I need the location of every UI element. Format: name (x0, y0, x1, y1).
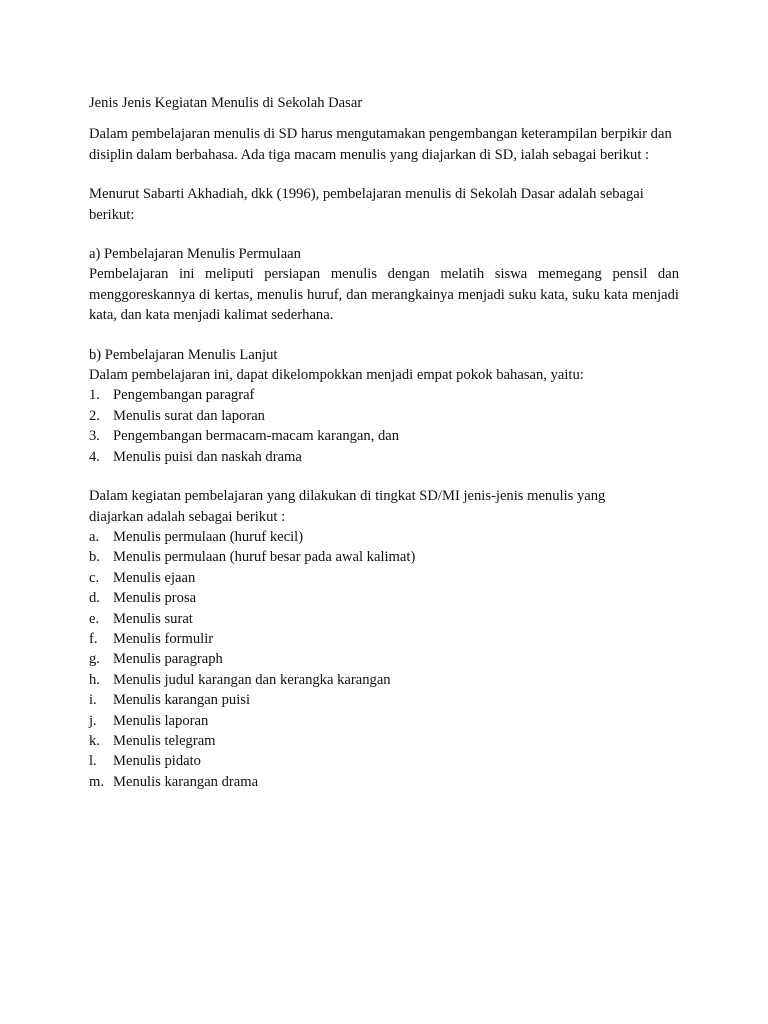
list-item-text: Menulis surat (113, 610, 193, 627)
list-item (89, 385, 679, 405)
document-page (89, 93, 679, 792)
list-item (89, 588, 679, 608)
list-marker: h. (89, 671, 100, 688)
list-marker: i. (89, 692, 97, 709)
list-item-text: Menulis laporan (113, 712, 209, 729)
list-marker: f. (89, 630, 98, 647)
list-marker: k. (89, 732, 100, 749)
section-b-body: Dalam pembelajaran ini, dapat dikelompokkan menjadi empat pokok bahasan, yaitu: (89, 367, 584, 384)
list-item-text: Menulis prosa (113, 590, 197, 607)
list-marker: 3. (89, 428, 100, 445)
list-item (89, 751, 679, 771)
list-marker: d. (89, 590, 100, 607)
list-item (89, 426, 679, 446)
list-marker: 1. (89, 387, 100, 404)
document-title: Jenis Jenis Kegiatan Menulis di Sekolah Dasar (89, 95, 363, 111)
list-item (89, 406, 679, 426)
list-item (89, 609, 679, 629)
list-item-text: Pengembangan paragraf (113, 387, 255, 404)
list-item (89, 731, 679, 751)
list-item-text: Menulis permulaan (huruf kecil) (113, 528, 304, 545)
intro-paragraph: Dalam pembelajaran menulis di SD harus mengutamakan pengembangan keterampilan berpikir dan disiplin dalam berbahasa. Ada tiga macam menulis yang diajarkan di SD, ialah sebagai berikut : (89, 126, 672, 163)
list-marker: j. (89, 712, 97, 729)
list-item-text: Menulis judul karangan dan kerangka karangan (113, 671, 391, 688)
list-item-text: Menulis paragraph (113, 651, 223, 668)
list-item (89, 547, 679, 567)
list-item-text: Menulis formulir (113, 630, 214, 647)
lettered-list (89, 527, 679, 792)
list-marker: c. (89, 569, 100, 586)
list-item-text: Menulis permulaan (huruf besar pada awal kalimat) (113, 549, 416, 566)
source-paragraph: Menurut Sabarti Akhadiah, dkk (1996), pembelajaran menulis di Sekolah Dasar adalah sebagai berikut: (89, 186, 644, 223)
list-marker: e. (89, 610, 100, 627)
list-marker: a. (89, 528, 100, 545)
list-marker: 2. (89, 407, 100, 424)
list-marker: m. (89, 773, 104, 790)
list-item (89, 670, 679, 690)
list-item-text: Pengembangan bermacam-macam karangan, dan (113, 428, 400, 445)
numbered-list (89, 385, 679, 467)
list-item-text: Menulis ejaan (113, 569, 196, 586)
list-item (89, 629, 679, 649)
list-marker: l. (89, 753, 97, 770)
list-item (89, 649, 679, 669)
list-item-text: Menulis surat dan laporan (113, 407, 265, 424)
list-item-text: Menulis telegram (113, 732, 216, 749)
list-item (89, 772, 679, 792)
list-item (89, 711, 679, 731)
list-item-text: Menulis puisi dan naskah drama (113, 448, 302, 465)
list-marker: b. (89, 549, 100, 566)
list-item-text: Menulis karangan drama (113, 773, 259, 790)
list-marker: 4. (89, 448, 100, 465)
list-marker: g. (89, 651, 100, 668)
closing-line-1: Dalam kegiatan pembelajaran yang dilakukan di tingkat SD/MI jenis-jenis menulis yang (89, 488, 606, 505)
section-b-heading: b) Pembelajaran Menulis Lanjut (89, 346, 278, 363)
list-item (89, 527, 679, 547)
list-item-text: Menulis karangan puisi (113, 692, 250, 709)
section-a-heading: a) Pembelajaran Menulis Permulaan (89, 246, 301, 263)
list-item (89, 568, 679, 588)
list-item (89, 447, 679, 467)
closing-line-2: diajarkan adalah sebagai berikut : (89, 508, 286, 525)
section-a-body: Pembelajaran ini meliputi persiapan menulis dengan melatih siswa memegang pensil dan menggoreskannya di kertas, menulis huruf, dan merangkainya menjadi suku kata, suku kata menjadi kata, dan kata menjadi kalimat sederhana. (89, 266, 679, 324)
list-item (89, 690, 679, 710)
list-item-text: Menulis pidato (113, 753, 201, 770)
